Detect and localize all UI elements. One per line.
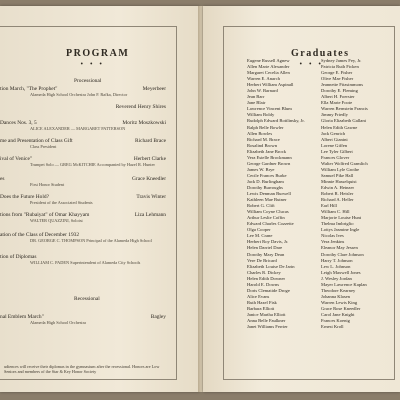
graduate-name: Jack D. Burlingham <box>247 178 284 184</box>
graduate-name: Anna Belle Faulkner <box>247 318 286 324</box>
graduates-heading: Graduates <box>291 48 350 59</box>
graduate-name: Dorothy Mary Dean <box>247 251 285 257</box>
graduate-name: Vera Jenkins <box>321 239 345 245</box>
program-item-performer: Bagley <box>150 314 166 320</box>
graduate-name: Ernest Kroll <box>321 324 344 330</box>
graduate-name: William Lyle Grothe <box>321 166 360 172</box>
program-page <box>0 6 200 392</box>
graduate-name: Robert R. Heisler <box>321 191 354 197</box>
program-item-performer: Meyerbeer <box>142 86 166 92</box>
program-item-title: ation of the Class of December 1932 <box>0 232 80 238</box>
graduate-name: Warren E. Anarch <box>247 76 280 82</box>
program-item-performer: Richard Brace <box>135 138 166 144</box>
graduate-name: Edward Charles Cozzette <box>247 221 294 227</box>
graduate-name: John W. Barnard <box>247 88 278 94</box>
program-item-subtitle: WILLIAM C. PADEN Superintendent of Alameda City Schools <box>30 259 141 265</box>
graduate-name: Charles R. Dickey <box>247 269 281 275</box>
program-item-title: tion of Diplomas <box>0 254 37 260</box>
graduate-name: Lee M. Crane <box>247 233 273 239</box>
graduate-name: Margaret Cecelia Allen <box>247 70 290 76</box>
graduate-name: Helen Darriel Dare <box>247 245 283 251</box>
program-item <box>0 194 170 204</box>
graduate-name: Minnie Hasselquist <box>321 178 357 184</box>
program-item-title: tions from "Rubaiyat" of Omar Khayyam <box>0 212 90 218</box>
program-item <box>0 254 170 264</box>
graduate-name: Olga Cooper <box>247 227 271 233</box>
graduate-name: Jack Genrich <box>321 130 346 136</box>
graduates-column-2 <box>321 58 368 330</box>
graduate-name: Jeannette Fitzsimmons <box>321 82 363 88</box>
graduate-name: William Boldy <box>247 112 275 118</box>
graduate-name: Allen Bowles <box>247 130 273 136</box>
graduate-name: Albert Gianini <box>321 136 348 142</box>
graduate-name: James W. Brye <box>247 166 275 172</box>
graduate-name: Walter Wolfred Gramlich <box>321 160 368 166</box>
graduate-name: William Coyne Clucas <box>247 209 289 215</box>
program-item-subtitle: Alameda High School Orchestra <box>30 319 86 325</box>
graduate-name: Vere De Bricard <box>247 257 277 263</box>
graduate-name: Richard A. Heller <box>321 197 354 203</box>
graduate-name: Eugene Russell Agnew <box>247 58 290 63</box>
graduate-name: Robert G. Clift <box>247 203 275 209</box>
program-item-title: me and Presentation of Class Gift <box>0 138 73 144</box>
program-item <box>0 104 170 114</box>
graduate-name: Sydney James Fey, Jr. <box>321 58 362 63</box>
graduate-name: Mayer Lawrence Kaplan <box>321 281 367 287</box>
graduate-name: Lee Tyler Gilbert <box>321 148 353 154</box>
program-item-performer: Travis Winter <box>136 194 166 200</box>
program-item-subtitle: ALICE ALEXANDER — MARGARET PATTERSON <box>30 125 126 131</box>
graduate-name: Arthur Leslie Coffin <box>247 215 285 221</box>
graduate-name: Edwin A. Heinzer <box>321 184 355 190</box>
graduates-heading-dots: • • • <box>299 61 324 68</box>
program-item-performer: Herbert Clarke <box>133 156 166 162</box>
graduate-name: Earl Hill <box>321 203 337 209</box>
program-item <box>0 314 170 324</box>
graduate-name: J. Wesley Jordan <box>321 275 352 281</box>
graduate-name: Patricia Ruth Ficken <box>321 64 359 70</box>
program-item-subtitle: Alameda High School Orchestra John F. Rafka, Director <box>30 91 128 97</box>
graduate-name: Harry T. Johnson <box>321 257 353 263</box>
program-item-title: Dances Nos. 3, 5 <box>0 120 37 126</box>
program-item-performer: Reverend Henry Shires <box>115 104 166 110</box>
graduate-name: Lorene Giffen <box>321 142 348 148</box>
program-item <box>0 232 170 242</box>
program-item-title: Processional <box>74 78 102 84</box>
graduate-name: Herbert Roy Davis, Jr. <box>247 239 289 245</box>
graduate-name: Dorothy Clare Johnson <box>321 251 364 257</box>
graduate-name: Janet Williams Ferrier <box>247 324 288 330</box>
graduate-name: Harold E. Downs <box>247 281 280 287</box>
graduate-name: Ralph Belle Bowler <box>247 124 284 130</box>
program-item-subtitle: DR. GEORGE C. THOMPSON Principal of the Alameda High School <box>30 237 152 243</box>
graduate-name: Helen Edith Gawne <box>321 124 358 130</box>
graduate-name: Leigh Maxwell Jones <box>321 269 361 275</box>
graduate-name: Ruth Hazel Fisk <box>247 299 277 305</box>
graduate-name: Rosalind Brown <box>247 142 277 148</box>
program-item <box>0 86 170 96</box>
graduate-name: Lottys Jasmine Ingle <box>321 227 360 233</box>
graduates-page <box>203 6 400 392</box>
graduate-name: Warren Bernstein Francis <box>321 106 368 112</box>
graduate-name: Janice Martha Elliott <box>247 311 286 317</box>
graduates-column-1 <box>247 58 305 330</box>
graduate-name: Vera Estelle Brockmann <box>247 154 292 160</box>
program-heading: PROGRAM <box>66 48 130 59</box>
graduate-name: Helen Edith Downer <box>247 275 286 281</box>
graduate-name: Jane Blair <box>247 100 266 106</box>
graduate-name: Marjorie Louise Hunt <box>321 215 362 221</box>
graduate-name: Elizabeth Louise De Jarin <box>247 263 295 269</box>
program-item-title: nal Emblem March" <box>0 314 44 320</box>
program-item-performer: Grace Kneedler <box>132 176 166 182</box>
graduate-name: Frances Koenig <box>321 318 350 324</box>
program-item-subtitle: President of the Associated Students <box>30 199 93 205</box>
graduate-name: George Gardner Brown <box>247 160 291 166</box>
program-item <box>0 296 170 306</box>
program-item-title: tion March, "The Prophet" <box>0 86 58 92</box>
program-item <box>0 156 170 166</box>
program-item <box>0 138 170 148</box>
graduate-name: Jimmy Friedly <box>321 112 348 118</box>
graduate-name: Dorothy E. Fleming <box>321 88 358 94</box>
program-item-subtitle: WALTER QUAZZINI, Soloist <box>30 217 83 223</box>
graduate-name: Theodore Kearney <box>321 287 356 293</box>
program-item-subtitle: Class President <box>30 143 57 149</box>
graduate-name: Cecile Frances Burke <box>247 172 287 178</box>
graduate-name: Richard M. Brace <box>247 136 280 142</box>
graduate-name: Samuel Pike Hall <box>321 172 354 178</box>
graduate-name: Eleanor May Jessen <box>321 245 358 251</box>
graduate-name: Gloria Elizabeth Gallant <box>321 118 366 124</box>
program-item-subtitle: Trumpet Solo — GREG McKITCHIE Accompanied by Hazel R. Hunter <box>30 161 155 167</box>
graduate-name: William C. Hill <box>321 209 350 215</box>
program-item-performer: Moritz Moszkowski <box>122 120 166 126</box>
graduate-name: Olive Mae Fisher <box>321 76 354 82</box>
program-item-title: ival of Venice" <box>0 156 33 162</box>
graduate-name: Albert H. Foerster <box>321 94 355 100</box>
graduate-name: Barbara Elliott <box>247 305 275 311</box>
program-footnote: udiences will receive their diplomas in the gymnasium after the recessional. Honors are Low Seniors and members of the Star & Key Honor Society <box>4 364 160 375</box>
graduate-name: Frances Glover <box>321 154 350 160</box>
graduate-name: Nicolas Ives <box>321 233 344 239</box>
graduate-name: Dorothy Burroughs <box>247 184 283 190</box>
graduate-name: Doris Clematide Droge <box>247 287 290 293</box>
graduate-name: Thelma Imbriglio <box>321 221 354 227</box>
graduate-name: Jean Barr <box>247 94 265 100</box>
graduate-name: Grace Rose Kneedler <box>321 305 361 311</box>
graduate-name: Kathleen Mae Butner <box>247 197 287 203</box>
graduate-name: Herbert William Aspinall <box>247 82 294 88</box>
program-item-title: Does the Future Hold? <box>0 194 49 200</box>
program-heading-dots: • • • <box>80 61 105 68</box>
program-item-title: Recessional <box>74 296 100 302</box>
program-item-subtitle: First Honor Student <box>30 181 65 187</box>
program-item <box>0 176 170 186</box>
graduate-name: George E. Fisher <box>321 70 353 76</box>
graduate-name: Lewis Denman Burwell <box>247 191 291 197</box>
graduate-name: Allen Marie Alexander <box>247 64 290 70</box>
graduate-name: Carol Jane Knight <box>321 311 355 317</box>
graduate-name: Lew L. Johnson <box>321 263 351 269</box>
program-item <box>0 212 170 222</box>
graduate-name: Rudolph Edward Bottlinsky, Jr. <box>247 118 305 124</box>
program-item-performer: Liza Lehmann <box>134 212 166 218</box>
graduate-name: Johanna Klasen <box>321 293 350 299</box>
program-item <box>0 120 170 130</box>
graduate-name: Lawrence Vincent Blum <box>247 106 292 112</box>
graduate-name: Warren Lewis King <box>321 299 358 305</box>
graduate-name: Ella Marie Foote <box>321 100 353 106</box>
graduate-name: Alice Evans <box>247 293 270 299</box>
program-item-title: es <box>0 176 5 182</box>
graduate-name: Elizabeth Jane Brock <box>247 148 287 154</box>
